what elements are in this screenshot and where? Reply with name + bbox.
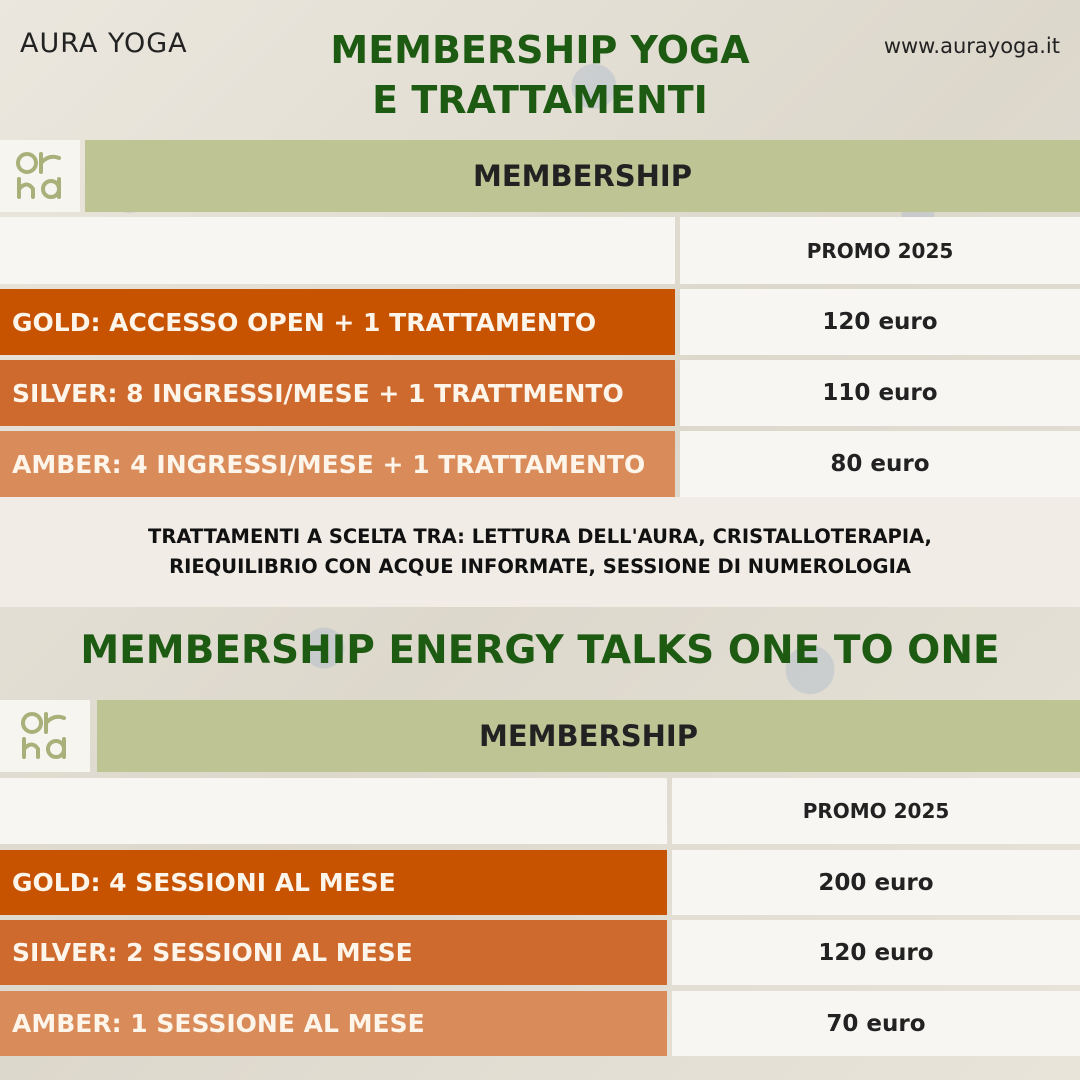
talk-silver-label: SILVER: 2 SESSIONI AL MESE <box>0 920 667 985</box>
talk-gold-price: 200 euro <box>672 850 1080 915</box>
tier-silver-label: SILVER: 8 INGRESSI/MESE + 1 TRATTMENTO <box>0 360 675 426</box>
talk-amber-label: AMBER: 1 SESSIONE AL MESE <box>0 991 667 1056</box>
tier-gold-price: 120 euro <box>680 289 1080 355</box>
brand-name: AURA YOGA <box>20 28 188 59</box>
membership-bar: MEMBERSHIP <box>85 140 1080 212</box>
promo-column-header: PROMO 2025 <box>680 217 1080 284</box>
treatments-note-line1: TRATTAMENTI A SCELTA TRA: LETTURA DELL'AURA, CRISTALLOTERAPIA, <box>148 525 932 548</box>
tier-amber-label: AMBER: 4 INGRESSI/MESE + 1 TRATTAMENTO <box>0 431 675 497</box>
page-title-line2: E TRATTAMENTI <box>372 78 708 122</box>
website-link[interactable]: www.aurayoga.it <box>883 34 1060 58</box>
talk-amber-price: 70 euro <box>672 991 1080 1056</box>
logo-box-2 <box>0 700 90 772</box>
tier-silver-price: 110 euro <box>680 360 1080 426</box>
aura-logo-icon <box>18 709 72 763</box>
page-title-line1: MEMBERSHIP YOGA <box>330 28 750 72</box>
header-spacer-2 <box>0 778 667 844</box>
promo-column-header-2: PROMO 2025 <box>672 778 1080 844</box>
membership-bar-2: MEMBERSHIP <box>97 700 1080 772</box>
logo-box <box>0 140 80 212</box>
treatments-note-line2: RIEQUILIBRIO CON ACQUE INFORMATE, SESSIONE DI NUMEROLOGIA <box>169 555 911 578</box>
section-title-energy-talks: MEMBERSHIP ENERGY TALKS ONE TO ONE <box>80 628 1000 673</box>
talk-gold-label: GOLD: 4 SESSIONI AL MESE <box>0 850 667 915</box>
talk-silver-price: 120 euro <box>672 920 1080 985</box>
aura-logo-icon <box>13 149 67 203</box>
treatments-note <box>0 497 1080 607</box>
tier-gold-label: GOLD: ACCESSO OPEN + 1 TRATTAMENTO <box>0 289 675 355</box>
tier-amber-price: 80 euro <box>680 431 1080 497</box>
header-spacer <box>0 217 675 284</box>
